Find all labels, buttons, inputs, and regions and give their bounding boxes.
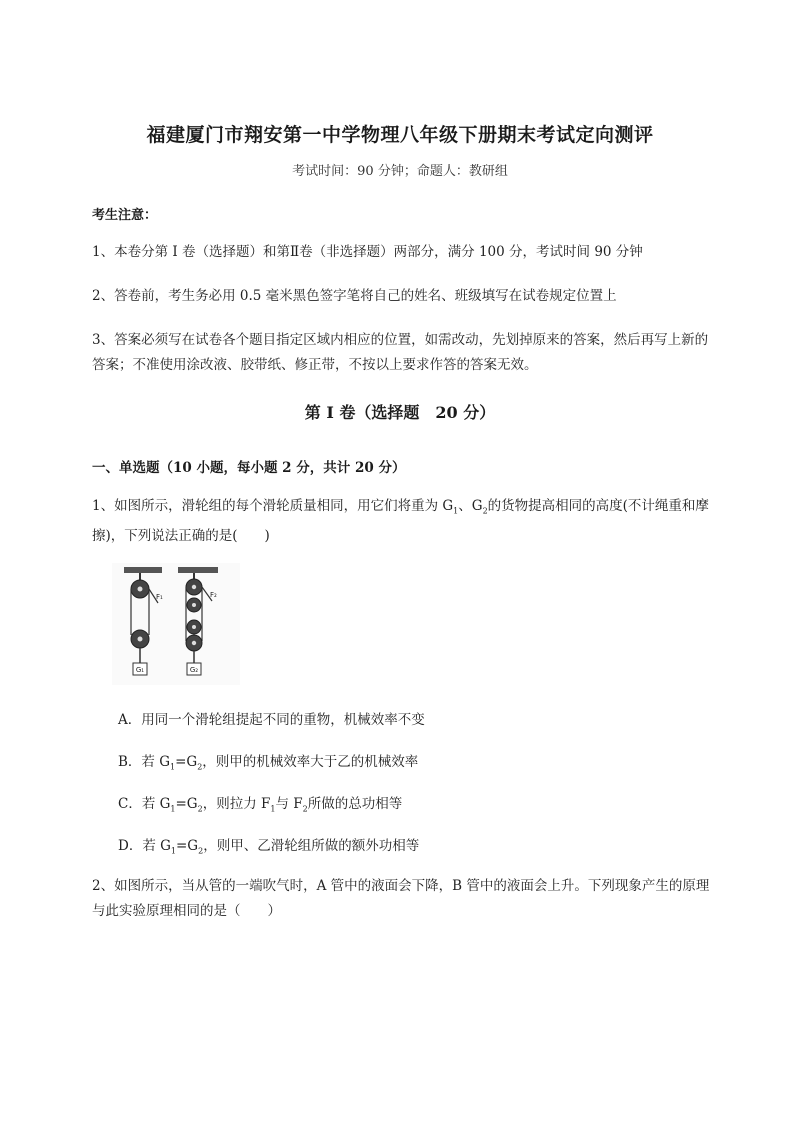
- pulley-diagram: [112, 563, 240, 685]
- force-f2-label: F₂: [210, 591, 217, 599]
- notice-item-1: 1、本卷分第 I 卷（选择题）和第Ⅱ卷（非选择题）两部分，满分 100 分，考试时间 90 分钟: [92, 244, 643, 260]
- section-title: 第 I 卷（选择题 20 分）: [304, 403, 496, 422]
- question-1-option-a[interactable]: A．用同一个滑轮组提起不同的重物，机械效率不变: [118, 712, 425, 728]
- weight-g1-label: G₁: [135, 666, 145, 674]
- force-f1-label: F₁: [156, 593, 163, 601]
- notice-item-3: 3、答案必须写在试卷各个题目指定区域内相应的位置，如需改动，先划掉原来的答案，然后再写上新的答案；不准使用涂改液、胶带纸、修正带，不按以上要求作答的答案无效。: [92, 332, 709, 373]
- exam-title: 福建厦门市翔安第一中学物理八年级下册期末考试定向测评: [146, 124, 654, 146]
- question-1-option-c[interactable]: C．若 $G_1=G_2$，则拉力 $F_1$与 $F_2$所做的总功相等: [118, 796, 403, 814]
- question-1-option-b[interactable]: B．若 $G_1=G_2$，则甲的机械效率大于乙的机械效率: [118, 754, 419, 772]
- question-2-stem: 2、如图所示，当从管的一端吹气时，A 管中的液面会下降，B 管中的液面会上升。下列现象产生的原理与此实验原理相同的是（ ）: [92, 878, 710, 919]
- pulley-system-figure: [112, 563, 240, 685]
- question-type-heading: 一、单选题（10 小题，每小题 2 分，共计 20 分）: [92, 460, 406, 476]
- notice-item-2: 2、答卷前，考生务必用 0.5 毫米黑色签字笔将自己的姓名、班级填写在试卷规定位置上: [92, 288, 617, 304]
- question-1-stem: 1、如图所示，滑轮组的每个滑轮质量相同，用它们将重为 $G_1$、$G_2$的货物提高相同的高度(不计绳重和摩擦)，下列说法正确的是( ): [92, 498, 709, 544]
- exam-subtitle: 考试时间：90 分钟；命题人：教研组: [292, 164, 508, 179]
- weight-g2-label: G₂: [189, 666, 199, 674]
- question-1-option-d[interactable]: D．若 $G_1=G_2$，则甲、乙滑轮组所做的额外功相等: [118, 838, 420, 856]
- ceiling-left: [124, 567, 162, 573]
- notice-heading: 考生注意：: [92, 208, 158, 223]
- ceiling-right: [178, 567, 218, 573]
